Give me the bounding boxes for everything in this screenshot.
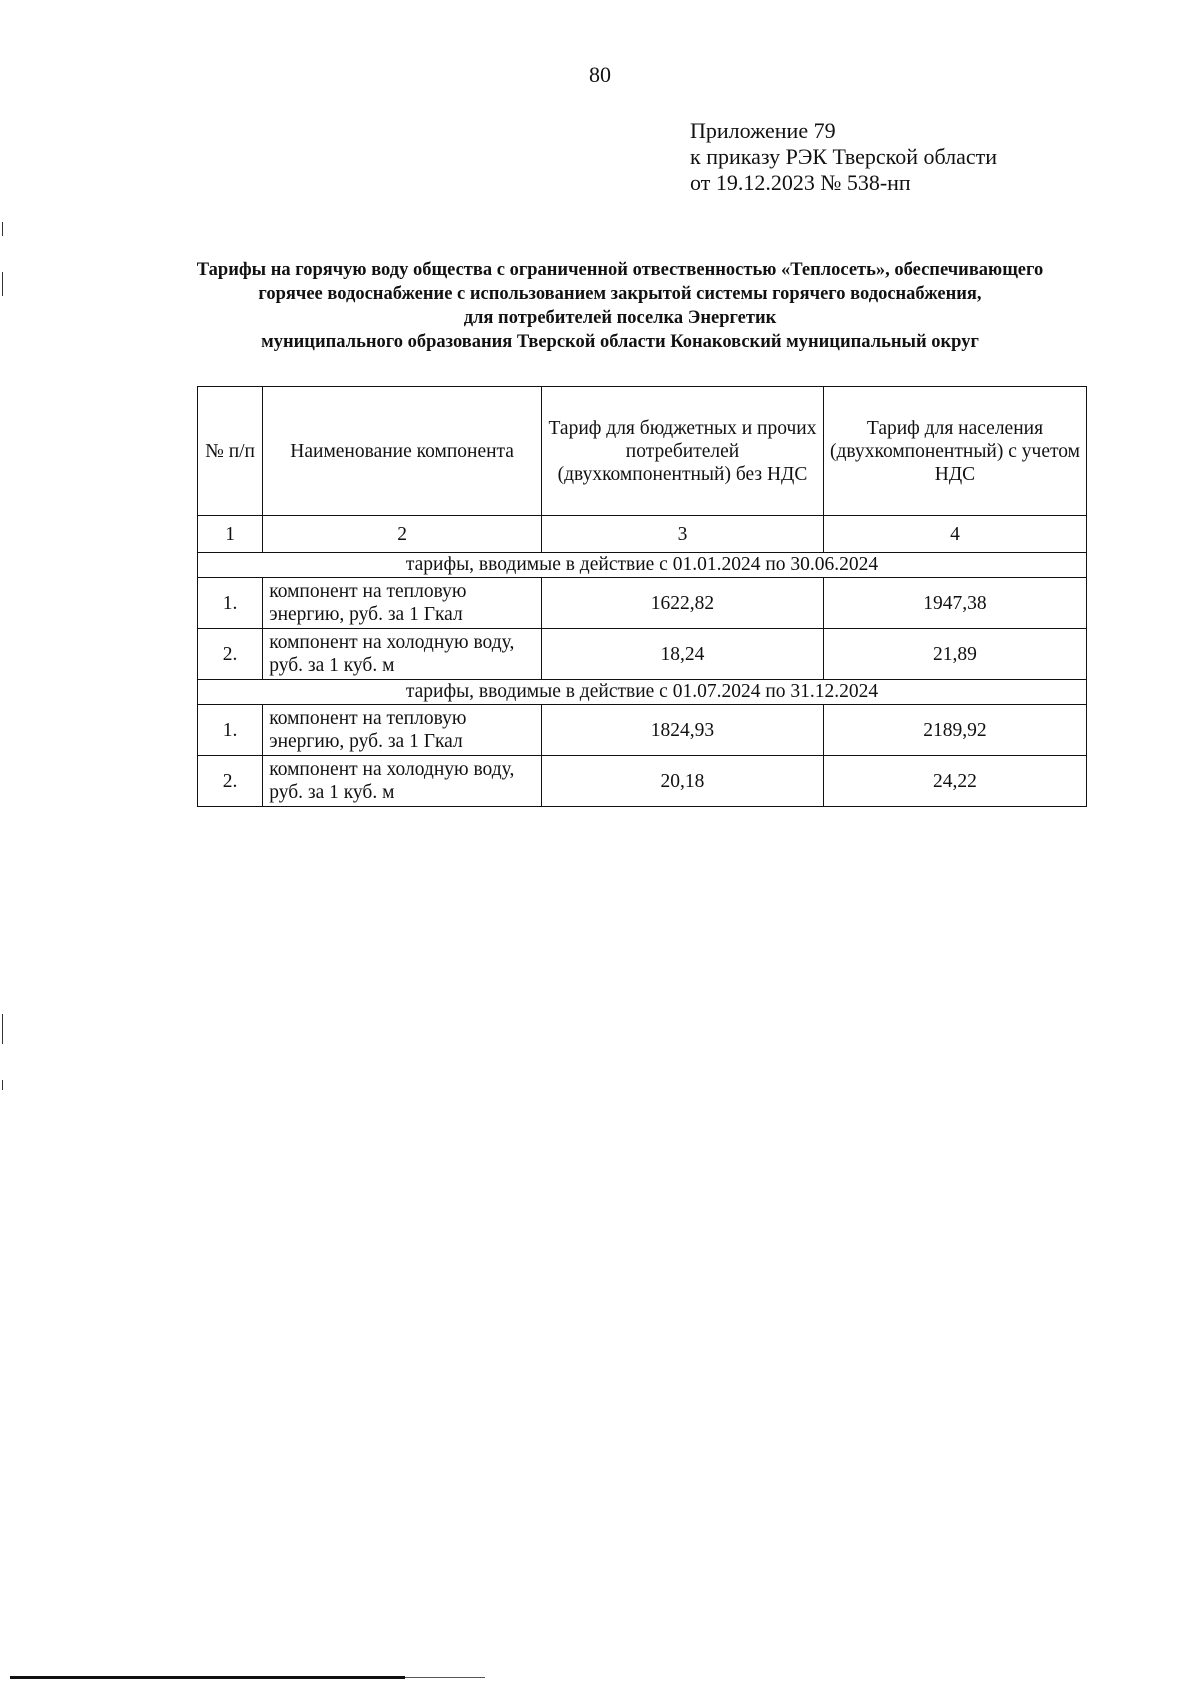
tariff-budget-value: 1824,93	[542, 705, 824, 756]
scan-margin-mark	[2, 1080, 3, 1090]
header-tariff-population: Тариф для населения (двухкомпонентный) с учетом НДС	[823, 387, 1086, 516]
title-line: для потребителей поселка Энергетик	[463, 308, 777, 328]
column-index: 2	[263, 516, 542, 553]
table-row	[198, 578, 1087, 629]
title-line: горячее водоснабжение с использованием закрытой системы горячего водоснабжения,	[258, 284, 982, 304]
component-name: компонент на тепловую энергию, руб. за 1 Гкал	[263, 578, 542, 629]
row-number: 1.	[198, 578, 263, 629]
row-number: 2.	[198, 756, 263, 807]
period-row	[198, 680, 1087, 705]
appendix-line: Приложение 79	[690, 118, 836, 143]
column-index: 4	[823, 516, 1086, 553]
column-index-row	[198, 516, 1087, 553]
column-index: 3	[542, 516, 824, 553]
row-number: 1.	[198, 705, 263, 756]
period-label: тарифы, вводимые в действие с 01.07.2024 по 31.12.2024	[198, 680, 1087, 705]
appendix-line: от 19.12.2023 № 538-нп	[690, 170, 911, 195]
table-row	[198, 629, 1087, 680]
period-row	[198, 553, 1087, 578]
header-num: № п/п	[198, 387, 263, 516]
scan-edge-line	[405, 1677, 485, 1678]
appendix-reference	[690, 118, 997, 196]
tariff-population-value: 2189,92	[823, 705, 1086, 756]
appendix-line: к приказу РЭК Тверской области	[690, 144, 998, 169]
column-index: 1	[198, 516, 263, 553]
scan-margin-mark	[2, 272, 3, 296]
tariff-budget-value: 18,24	[542, 629, 824, 680]
scan-margin-mark	[2, 1014, 3, 1044]
row-number: 2.	[198, 629, 263, 680]
component-name: компонент на холодную воду, руб. за 1 куб. м	[263, 629, 542, 680]
tariff-budget-value: 20,18	[542, 756, 824, 807]
tariff-population-value: 24,22	[823, 756, 1086, 807]
title-line: муниципального образования Тверской области Конаковский муниципальный округ	[261, 332, 979, 352]
table-row	[198, 756, 1087, 807]
scan-margin-mark	[2, 222, 3, 236]
tariff-budget-value: 1622,82	[542, 578, 824, 629]
table-header-row	[198, 387, 1087, 516]
document-title	[100, 258, 1140, 354]
component-name: компонент на холодную воду, руб. за 1 куб. м	[263, 756, 542, 807]
header-tariff-budget: Тариф для бюджетных и прочих потребителей (двухкомпонентный) без НДС	[542, 387, 824, 516]
tariff-population-value: 1947,38	[823, 578, 1086, 629]
scan-edge-line	[10, 1676, 405, 1679]
title-line: Тарифы на горячую воду общества с ограниченной отвественностью «Теплосеть», обеспечивающего	[196, 260, 1044, 280]
component-name: компонент на тепловую энергию, руб. за 1 Гкал	[263, 705, 542, 756]
table-row	[198, 705, 1087, 756]
header-name: Наименование компонента	[263, 387, 542, 516]
page-number: 80	[589, 62, 611, 87]
period-label: тарифы, вводимые в действие с 01.01.2024 по 30.06.2024	[198, 553, 1087, 578]
tariff-table	[197, 386, 1087, 807]
tariff-population-value: 21,89	[823, 629, 1086, 680]
